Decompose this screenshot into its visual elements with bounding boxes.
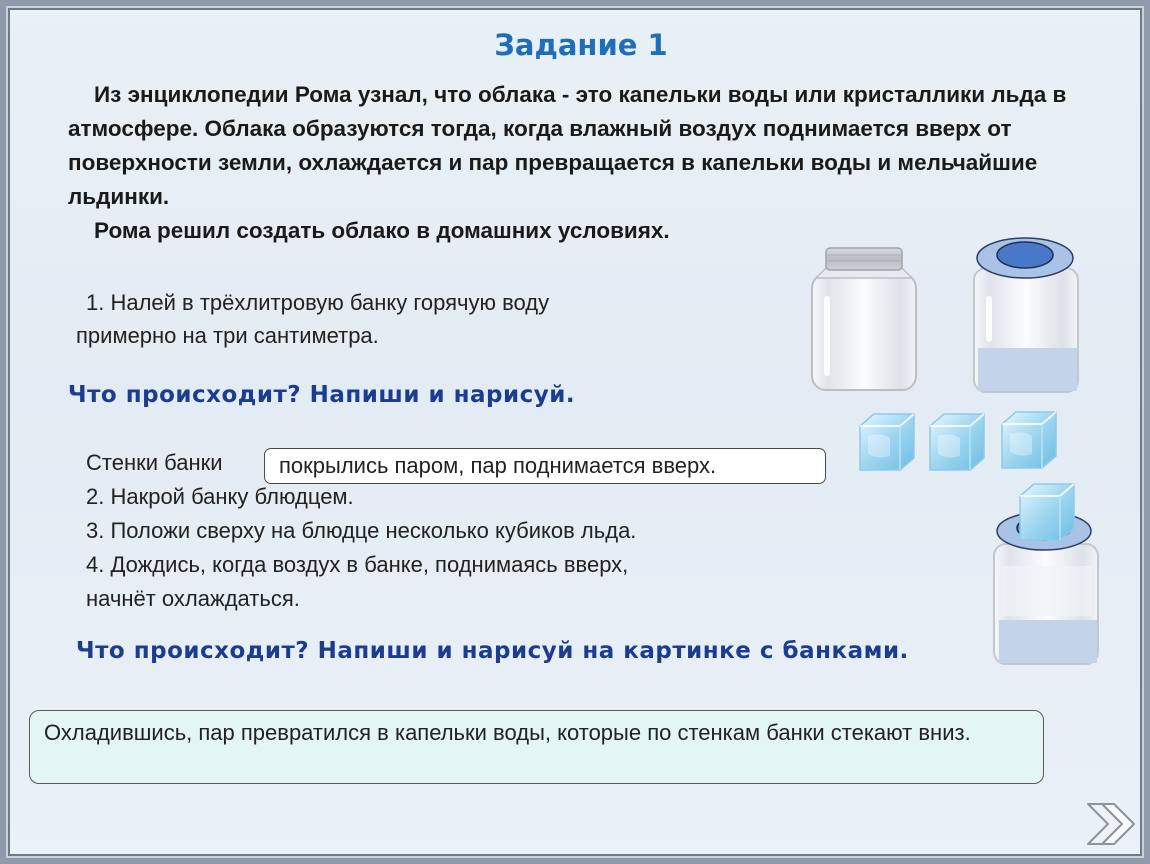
step-4: 4. Дождись, когда воздух в банке, поднимаясь вверх, (86, 552, 629, 577)
ice-cube-icon (1020, 484, 1074, 540)
ice-cube-icon (1002, 412, 1056, 468)
jar-icon (812, 248, 916, 390)
page-title: Задание 1 (494, 28, 668, 62)
saucer-icon (977, 238, 1073, 278)
question-2: Что происходит? Напиши и нарисуй на картинке с банками. (76, 638, 909, 664)
step-4-continued: начнёт охлаждаться. (86, 586, 300, 611)
step-1-line-2: примерно на три сантиметра. (76, 323, 379, 348)
jar-with-water-icon (994, 484, 1098, 664)
ice-cube-icon (930, 414, 984, 470)
ice-cube-icon (860, 414, 914, 470)
intro-paragraph-2: Рома решил создать облако в домашних условиях. (94, 218, 670, 243)
walls-label: Стенки банки (86, 450, 223, 475)
answer-field-1[interactable]: покрылись паром, пар поднимается вверх. (264, 448, 826, 484)
step-1-line-1: 1. Налей в трёхлитровую банку горячую воду (86, 290, 550, 315)
step-2: 2. Накрой банку блюдцем. (86, 484, 354, 509)
illustrations (6, 6, 1150, 864)
answer-field-2[interactable]: Охладившись, пар превратился в капельки воды, которые по стенкам банки стекают вниз. (29, 710, 1044, 784)
intro-paragraph-1: Из энциклопедии Рома узнал, что облака - это капельки воды или кристаллики льда в атмосфере. Облака образуются тогда, когда влажный воздух поднимается вверх от поверхности земли, охлаждается и пар превращается в капельки воды и мельчайшие льдинки. (68, 82, 1067, 209)
chevron-right-double-icon[interactable] (1084, 798, 1136, 850)
jar-with-water-icon (974, 238, 1078, 392)
question-1: Что происходит? Напиши и нарисуй. (68, 382, 576, 408)
step-3: 3. Положи сверху на блюдце несколько кубиков льда. (86, 518, 637, 543)
